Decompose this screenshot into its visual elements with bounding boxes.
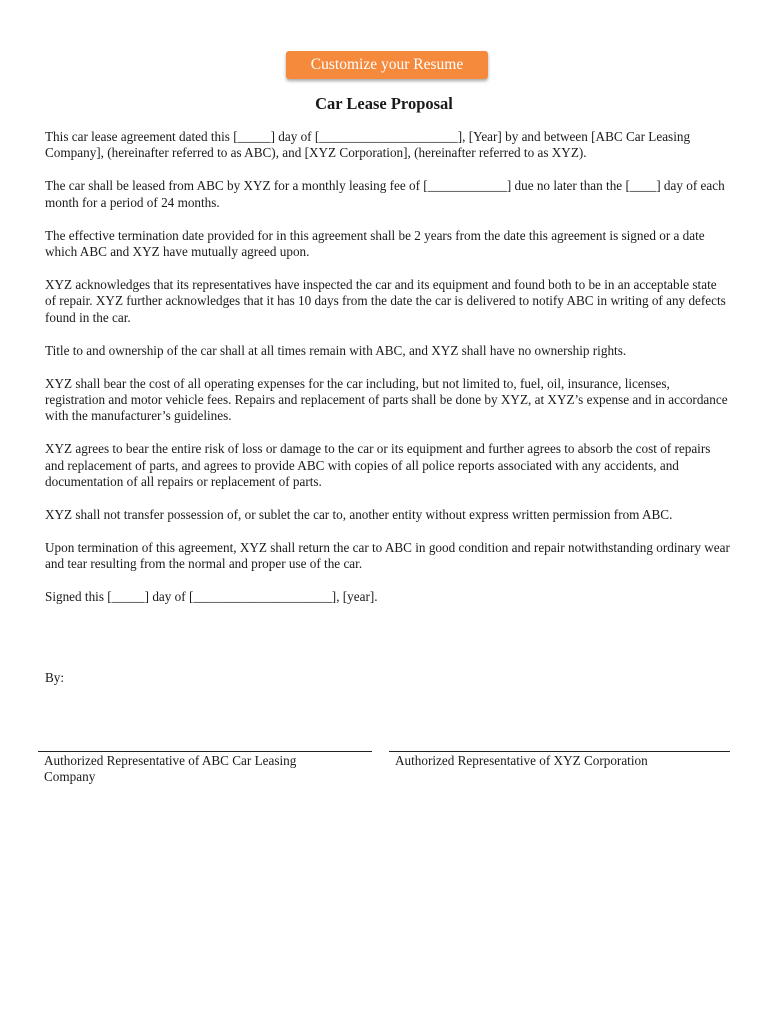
paragraph-ownership: Title to and ownership of the car shall at all times remain with ABC, and XYZ shall have no ownership rights.	[45, 342, 627, 358]
paragraph-operating-expenses: XYZ shall bear the cost of all operating expenses for the car including, but not limited to, fuel, oil, insurance, licenses, registration and motor vehicle fees. Repairs and replacement of parts shall be done by XYZ, at XYZ’s expense and in accordance with the manufacturer’s guidelines.	[45, 375, 728, 424]
by-label: By:	[45, 670, 65, 685]
paragraph-signed-date: Signed this [_____] day of [_____________________], [year].	[45, 589, 378, 605]
customize-resume-button[interactable]: Customize your Resume	[286, 51, 488, 79]
paragraph-inspection: XYZ acknowledges that its representatives have inspected the car and its equipment and found both to be in an acceptable state of repair. XYZ further acknowledges that it has 10 days from the date the car is delivered to notify ABC in writing of any defects found in the car.	[45, 276, 726, 325]
signature-block-xyz	[389, 751, 730, 769]
paragraph-parties: This car lease agreement dated this [_____] day of [_____________________], [Year] by and between [ABC Car Leasing Company], (hereinafter referred to as ABC), and [XYZ Corporation], (hereinafter referred to as XYZ).	[45, 129, 691, 161]
signature-label-xyz: Authorized Representative of XYZ Corporation	[395, 753, 648, 768]
paragraph-termination-date: The effective termination date provided for in this agreement shall be 2 years from the date this agreement is signed or a date which ABC and XYZ have mutually agreed upon.	[45, 227, 705, 260]
paragraph-risk-of-loss: XYZ agrees to bear the entire risk of loss or damage to the car or its equipment and further agrees to absorb the cost of repairs and replacement of parts, and agrees to provide ABC with copies of all police reports associated with any accidents, and documentation of all repairs or replacement of parts.	[45, 441, 711, 490]
document-title: Car Lease Proposal	[315, 94, 453, 113]
cta-bar	[0, 51, 768, 79]
signature-label-abc: Authorized Representative of ABC Car Leasing Company	[44, 753, 297, 785]
paragraph-transfer: XYZ shall not transfer possession of, or sublet the car to, another entity without express written permission from ABC.	[45, 507, 673, 522]
paragraph-return: Upon termination of this agreement, XYZ shall return the car to ABC in good condition and repair notwithstanding ordinary wear and tear resulting from the normal and proper use of the car.	[45, 539, 730, 572]
signature-block-abc	[38, 751, 372, 786]
paragraph-leasing-fee: The car shall be leased from ABC by XYZ for a monthly leasing fee of [____________] due no later than the [____] day of each month for a period of 24 months.	[45, 178, 725, 210]
document-body	[45, 129, 730, 622]
